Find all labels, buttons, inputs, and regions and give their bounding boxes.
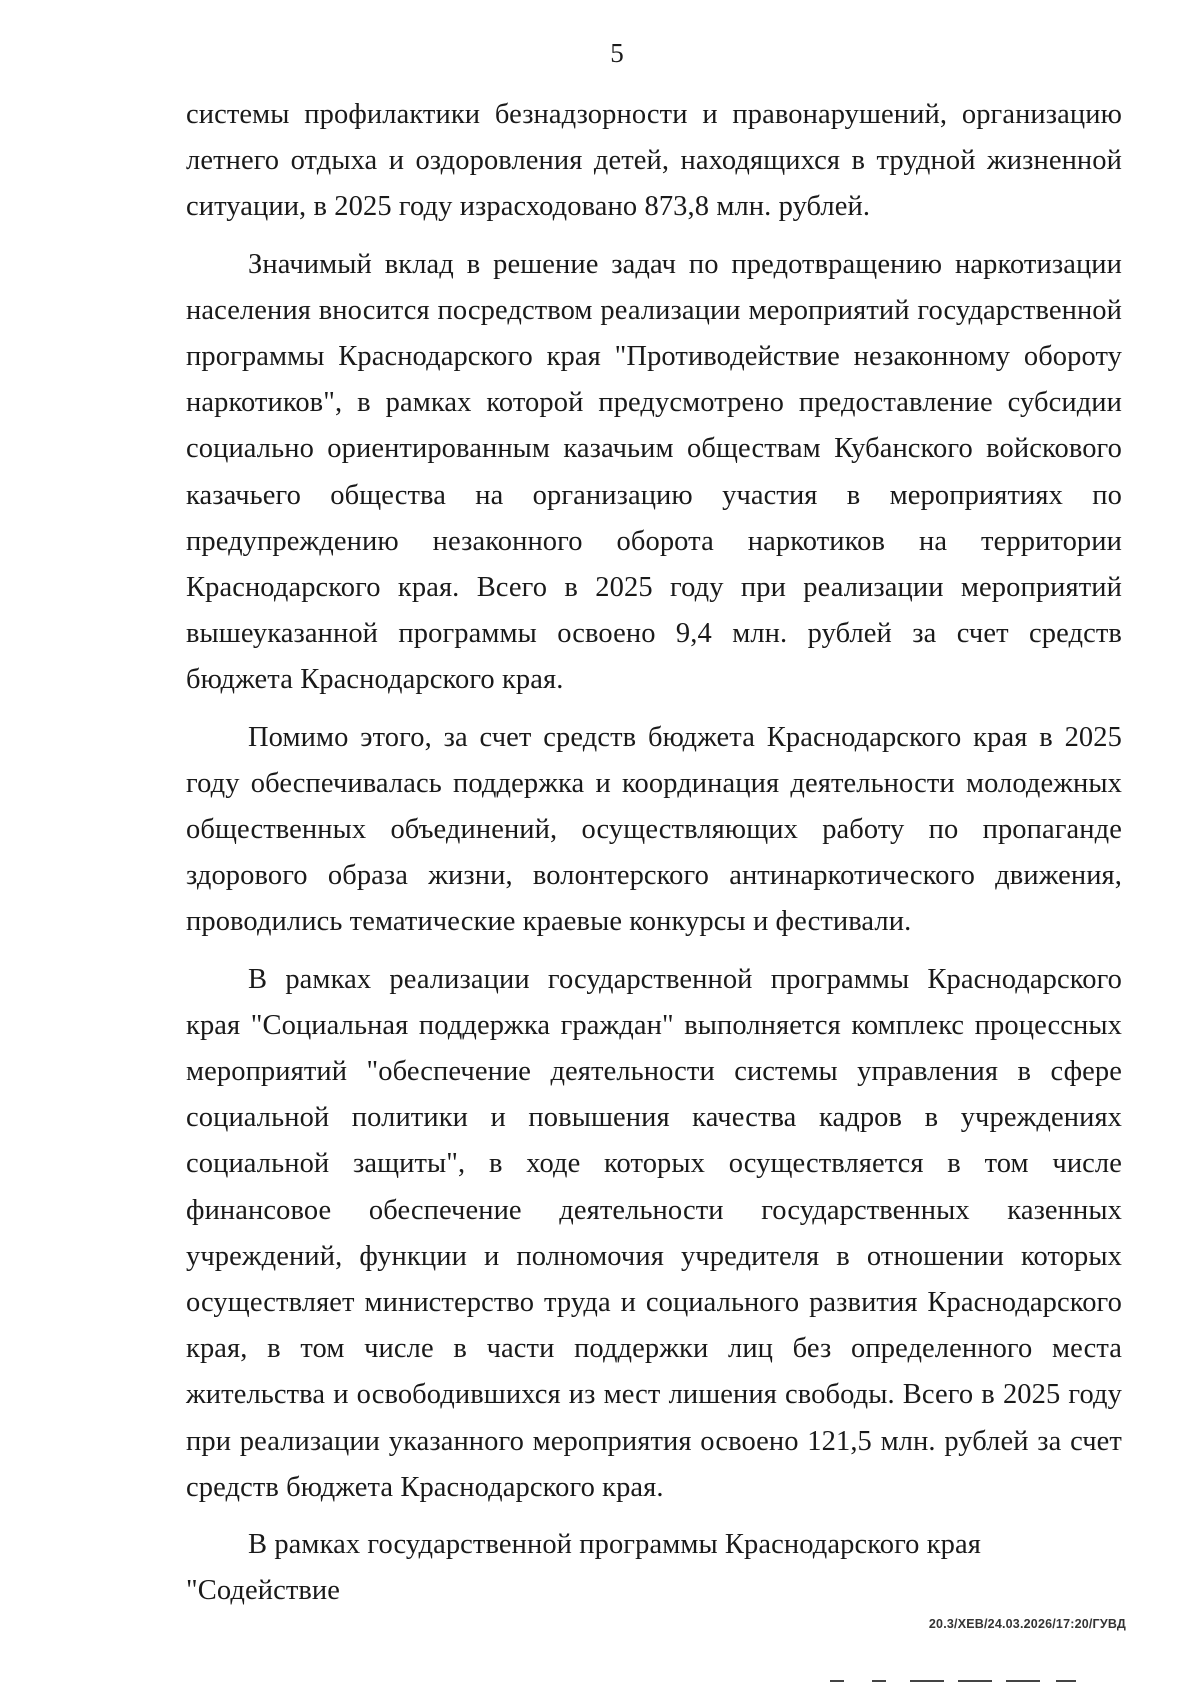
scan-artifact-marks [830, 1680, 1130, 1686]
paragraph-youth-support: Помимо этого, за счет средств бюджета Краснодарского края в 2025 году обеспечивалась поддержка и координация деятельности молодежных общественных объединений, осуществляющих работу по пропаганде здорового образа жизни, волонтерского антинаркотического движения, проводились тематические краевые конкурсы и фестивали. [186, 721, 1122, 938]
page-number: 5 [610, 38, 624, 68]
document-body [186, 92, 1122, 1615]
paragraph-continuation: системы профилактики безнадзорности и правонарушений, организацию летнего отдыха и оздоровления детей, находящихся в трудной жизненной ситуации, в 2025 году израсходовано 873,8 млн. рублей. [186, 99, 1122, 223]
paragraph-trailing: В рамках государственной программы Краснодарского края "Содействие [186, 1529, 981, 1607]
paragraph-drug-prevention: Значимый вклад в решение задач по предотвращению наркотизации населения вносится посредством реализации мероприятий государственной программы Краснодарского края "Противодействие незаконному обороту наркотиков", в рамках которой предусмотрено предоставление субсидии социально ориентированным казачьим обществам Кубанского войскового казачьего общества на организацию участия в мероприятиях по предупреждению незаконного оборота наркотиков на территории Краснодарского края. Всего в 2025 году при реализации мероприятий вышеуказанной программы освоено 9,4 млн. рублей за счет средств бюджета Краснодарского края. [186, 248, 1122, 696]
document-registration-code: 20.3/ХЕВ/24.03.2026/17:20/ГУВД [928, 1617, 1126, 1631]
paragraph-social-support: В рамках реализации государственной программы Краснодарского края "Социальная поддержка граждан" выполняется комплекс процессных мероприятий "обеспечение деятельности системы управления в сфере социальной политики и повышения качества кадров в учреждениях социальной защиты", в ходе которых осуществляется в том числе финансовое обеспечение деятельности государственных казенных учреждений, функции и полномочия учредителя в отношении которых осуществляет министерство труда и социального развития Краснодарского края, в том числе в части поддержки лиц без определенного места жительства и освободившихся из мест лишения свободы. Всего в 2025 году при реализации указанного мероприятия освоено 121,5 млн. рублей за счет средств бюджета Краснодарского края. [186, 963, 1122, 1503]
